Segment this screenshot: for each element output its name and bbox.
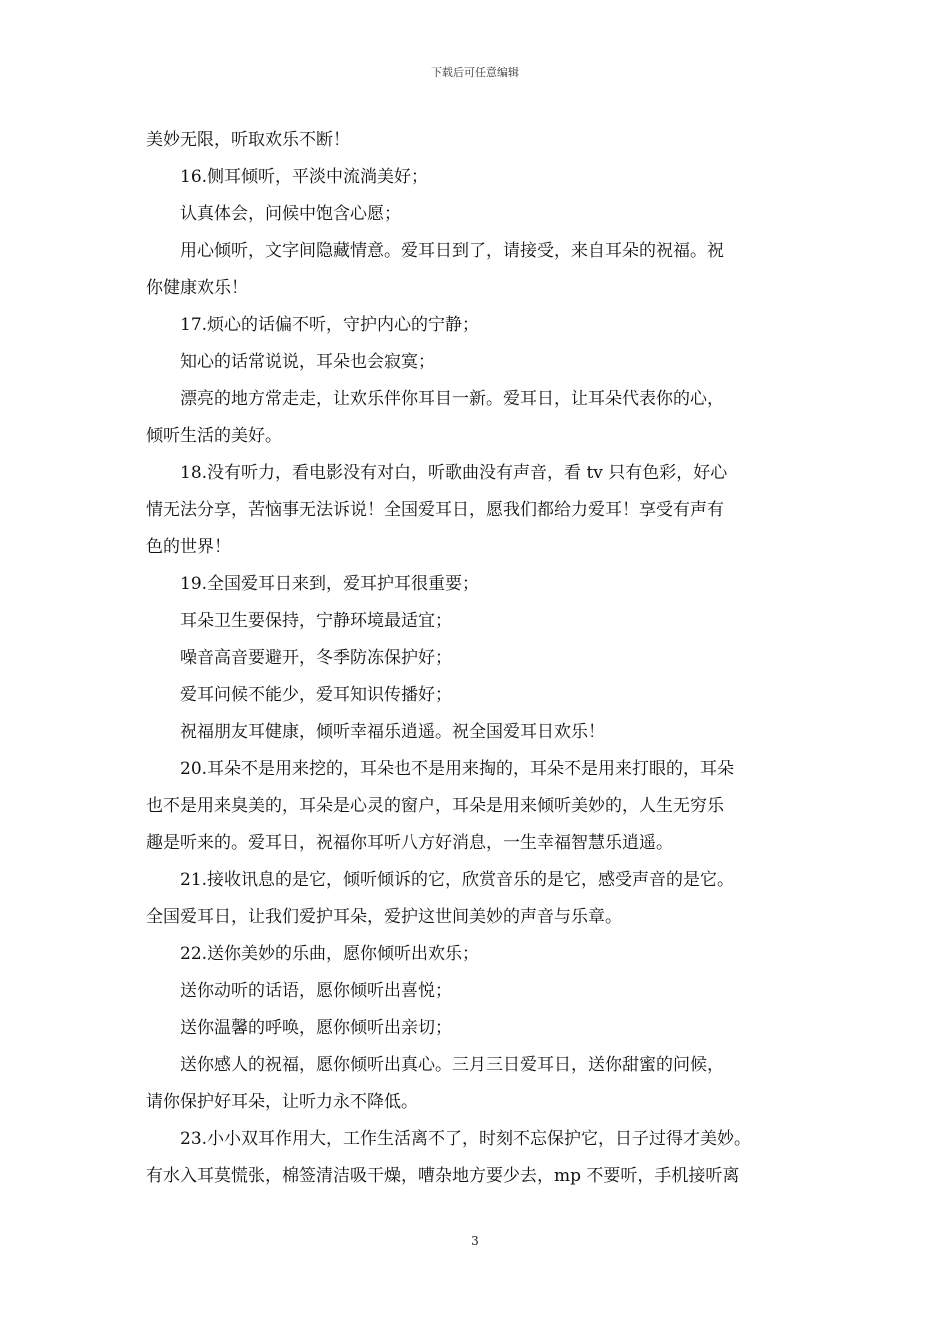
text-line: 送你温馨的呼唤，愿你倾听出亲切；	[180, 1018, 452, 1038]
page-header: 下载后可任意编辑	[431, 66, 519, 79]
page-number: 3	[471, 1234, 479, 1248]
text-line: 知心的话常说说，耳朵也会寂寞；	[180, 352, 435, 372]
text-line: 你健康欢乐！	[146, 278, 248, 298]
text-line: 爱耳问候不能少，爱耳知识传播好；	[180, 685, 452, 705]
text-line: 20.耳朵不是用来挖的，耳朵也不是用来掏的，耳朵不是用来打眼的，耳朵	[180, 759, 735, 779]
text-line: 用心倾听，文字间隐藏情意。爱耳日到了，请接受，来自耳朵的祝福。祝	[180, 241, 724, 261]
text-line: 请你保护好耳朵，让听力永不降低。	[146, 1092, 418, 1112]
text-line: 也不是用来臭美的，耳朵是心灵的窗户，耳朵是用来倾听美妙的，人生无穷乐	[146, 796, 724, 816]
text-line: 耳朵卫生要保持，宁静环境最适宜；	[180, 611, 452, 631]
text-line: 19.全国爱耳日来到，爱耳护耳很重要；	[180, 574, 480, 594]
text-line: 倾听生活的美好。	[146, 426, 282, 446]
text-line: 送你动听的话语，愿你倾听出喜悦；	[180, 981, 452, 1001]
text-line: 17.烦心的话偏不听，守护内心的宁静；	[180, 315, 480, 335]
text-line: 祝福朋友耳健康，倾听幸福乐逍遥。祝全国爱耳日欢乐！	[180, 722, 605, 742]
document-body	[146, 122, 812, 1195]
text-line: 噪音高音要避开，冬季防冻保护好；	[180, 648, 452, 668]
text-line: 送你感人的祝福，愿你倾听出真心。三月三日爱耳日，送你甜蜜的问候，	[180, 1055, 724, 1075]
text-line: 18.没有听力，看电影没有对白，听歌曲没有声音，看 tv 只有色彩，好心	[180, 463, 728, 483]
text-line: 全国爱耳日，让我们爱护耳朵，爱护这世间美妙的声音与乐章。	[146, 907, 622, 927]
text-line: 认真体会，问候中饱含心愿；	[180, 204, 401, 224]
text-line: 趣是听来的。爱耳日，祝福你耳听八方好消息，一生幸福智慧乐逍遥。	[146, 833, 673, 853]
text-line: 21.接收讯息的是它，倾听倾诉的它，欣赏音乐的是它，感受声音的是它。	[180, 870, 735, 890]
text-line: 23.小小双耳作用大，工作生活离不了，时刻不忘保护它，日子过得才美妙。	[180, 1129, 752, 1149]
text-line: 美妙无限，听取欢乐不断！	[146, 130, 350, 150]
text-line: 有水入耳莫慌张，棉签清洁吸干燥，嘈杂地方要少去，mp 不要听，手机接听离	[146, 1166, 740, 1186]
text-line: 22.送你美妙的乐曲，愿你倾听出欢乐；	[180, 944, 480, 964]
text-line: 情无法分享，苦恼事无法诉说！全国爱耳日，愿我们都给力爱耳！享受有声有	[146, 500, 724, 520]
text-line: 16.侧耳倾听，平淡中流淌美好；	[180, 167, 429, 187]
text-line: 漂亮的地方常走走，让欢乐伴你耳目一新。爱耳日，让耳朵代表你的心，	[180, 389, 724, 409]
text-line: 色的世界！	[146, 537, 231, 557]
